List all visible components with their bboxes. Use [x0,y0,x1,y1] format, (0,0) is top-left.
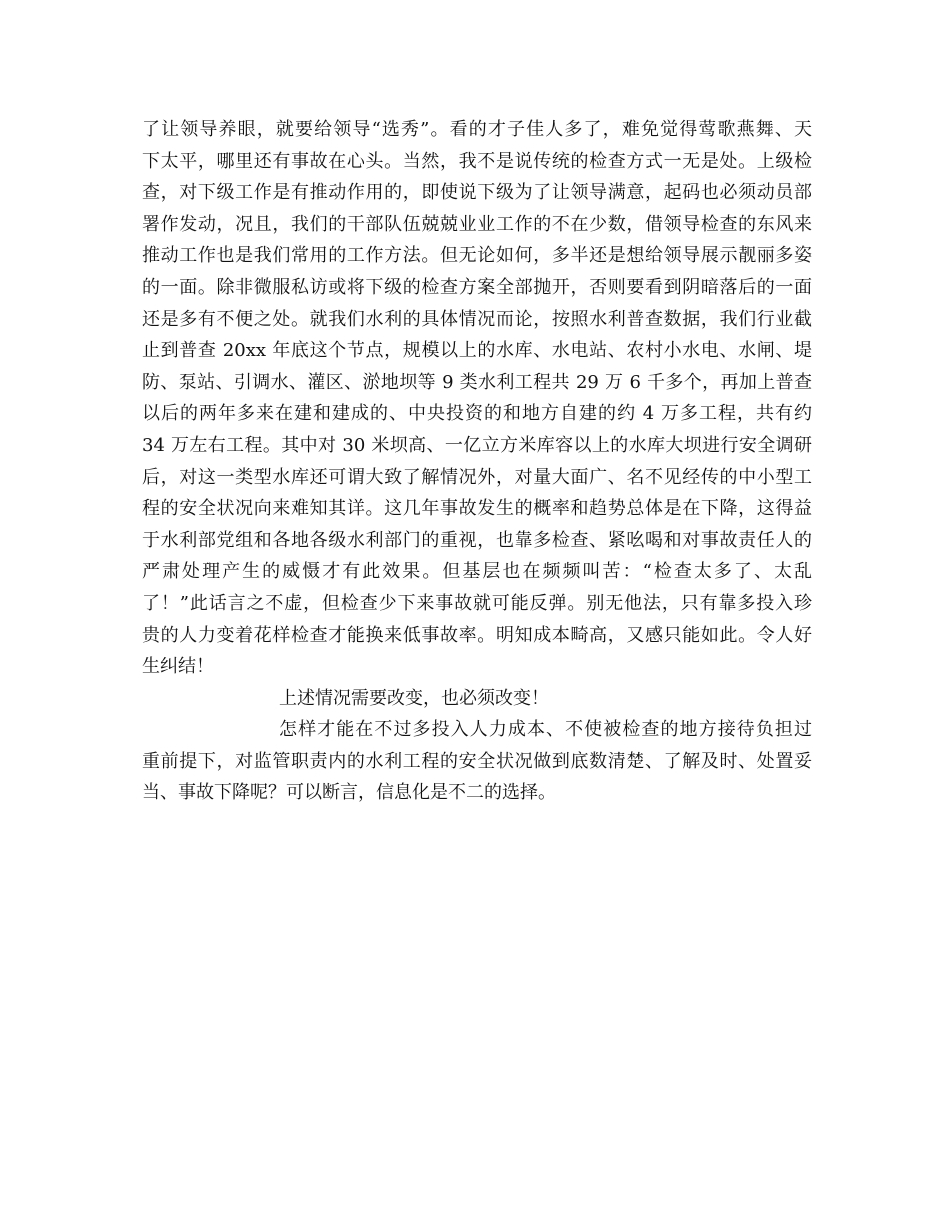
text-line: 重前提下，对监管职责内的水利工程的安全状况做到底数清楚、了解及时、处置妥 [142,750,812,772]
paragraph-2 [142,683,812,715]
text-line: 上述情况需要改变，也必须改变！ [279,687,549,709]
text-line: 于水利部党组和各地各级水利部门的重视，也靠多检查、紧吆喝和对事故责任人的 [142,529,812,551]
text-line: 了！”此话言之不虚，但检查少下来事故就可能反弹。别无他法，只有靠多投入珍 [142,592,812,614]
text-line: 还是多有不便之处。就我们水利的具体情况而论，按照水利普查数据，我们行业截 [142,308,812,330]
document-body [142,114,812,809]
text-line: 下太平，哪里还有事故在心头。当然，我不是说传统的检查方式一无是处。上级检 [142,150,812,172]
text-line: 严肃处理产生的威慑才有此效果。但基层也在频频叫苦：“检查太多了、太乱 [142,561,812,583]
text-line: 止到普查 20xx 年底这个节点，规模以上的水库、水电站、农村小水电、水闸、堤 [142,340,812,362]
text-line: 贵的人力变着花样检查才能换来低事故率。明知成本畸高，又感只能如此。令人好 [142,624,812,646]
text-line: 了让领导养眼，就要给领导“选秀”。看的才子佳人多了，难免觉得莺歌燕舞、天 [142,119,812,140]
text-line: 怎样才能在不过多投入人力成本、不使被检查的地方接待负担过 [279,719,812,741]
text-line: 程的安全状况向来难知其详。这几年事故发生的概率和趋势总体是在下降，这得益 [142,498,812,520]
text-line: 当、事故下降呢？可以断言，信息化是不二的选择。 [142,782,556,804]
paragraph-3 [142,714,812,809]
text-line: 的一面。除非微服私访或将下级的检查方案全部抛开，否则要看到阴暗落后的一面 [142,276,812,298]
text-line: 34 万左右工程。其中对 30 米坝高、一亿立方米库容以上的水库大坝进行安全调研 [142,434,812,456]
paragraph-1 [142,114,812,683]
text-line: 查，对下级工作是有推动作用的，即使说下级为了让领导满意，起码也必须动员部 [142,182,812,204]
text-line: 署作发动，况且，我们的干部队伍兢兢业业工作的不在少数，借领导检查的东风来 [142,213,812,235]
text-line: 推动工作也是我们常用的工作方法。但无论如何，多半还是想给领导展示靓丽多姿 [142,245,812,267]
text-line: 防、泵站、引调水、灌区、淤地坝等 9 类水利工程共 29 万 6 千多个，再加上普查 [142,371,812,393]
text-line: 以后的两年多来在建和建成的、中央投资的和地方自建的约 4 万多工程，共有约 [142,403,812,425]
text-line: 生纠结！ [142,656,214,678]
text-line: 后，对这一类型水库还可谓大致了解情况外，对量大面广、名不见经传的中小型工 [142,466,812,488]
